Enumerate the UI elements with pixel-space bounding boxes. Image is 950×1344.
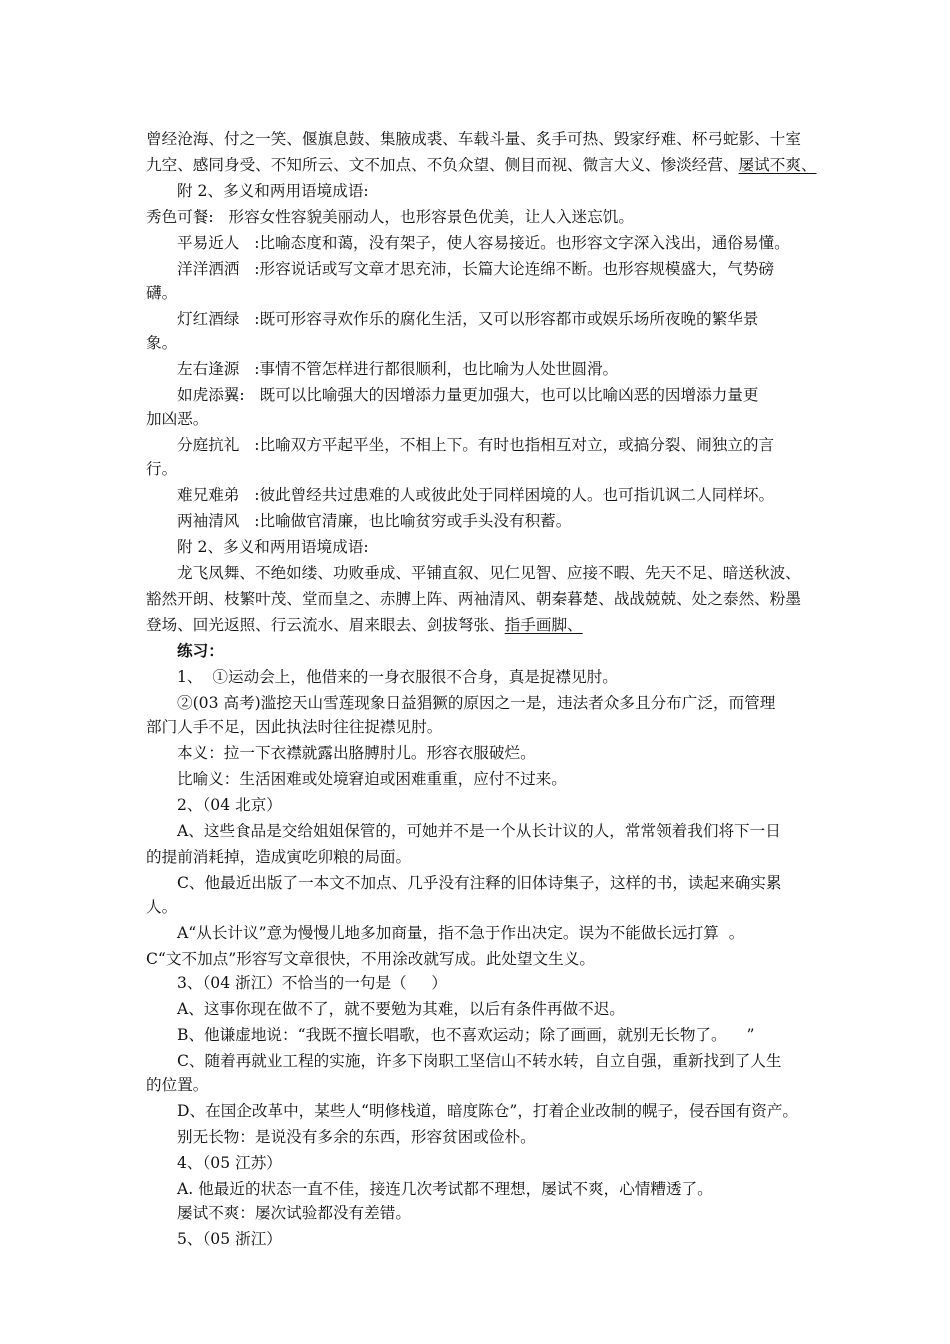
exercise-line: 5、（05 浙江） (177, 1230, 282, 1248)
definition-line: 秀色可餐: 形容女性容貌美丽动人，也形容景色优美，让人入迷忘饥。 (146, 208, 634, 226)
exercise-line: A“从长计议”意为慢慢儿地多加商量，指不急于作出决定。误为不能做长远打算 。 (177, 924, 745, 942)
exercise-line: 的提前消耗掉，造成寅吃卯粮的局面。 (146, 848, 412, 866)
definition-line: 难兄难弟 :彼此曾经共过患难的人或彼此处于同样困境的人。也可指讥讽二人同样坏。 (177, 486, 775, 504)
idiom-list-line: 龙飞凤舞、不绝如缕、功败垂成、平铺直叙、见仁见智、应接不暇、先天不足、暗送秋波、 (177, 564, 801, 582)
definition-line: 平易近人 :比喻态度和蔼，没有架子，使人容易接近。也形容文字深入浅出，通俗易懂。 (177, 234, 790, 252)
idiom-list-line-1: 曾经沧海、付之一笑、偃旗息鼓、集腋成裘、车载斗量、炙手可热、毁家纾难、杯弓蛇影、十室 (146, 130, 801, 148)
exercise-line: A、这事你现在做不了，就不要勉为其难，以后有条件再做不迟。 (177, 1000, 625, 1018)
underlined-idiom: 屡试不爽、 (738, 156, 817, 174)
exercise-line: 比喻义：生活困难或处境窘迫或困难重重，应付不过来。 (177, 770, 567, 788)
definition-line: 行。 (146, 460, 178, 478)
definition-line: 洋洋洒洒 :形容说话或写文章才思充沛，长篇大论连绵不断。也形容规模盛大，气势磅 (177, 260, 775, 278)
exercise-line: 人。 (146, 898, 178, 916)
exercise-line: 4、（05 江苏） (177, 1154, 282, 1172)
definition-line: 灯红酒绿 :既可形容寻欢作乐的腐化生活，又可以形容都市或娱乐场所夜晚的繁华景 (177, 310, 759, 328)
exercise-line: A、这些食品是交给姐姐保管的，可她并不是一个从长计议的人，常常领着我们将下一日 (177, 822, 781, 840)
exercise-line: 屡试不爽：屡次试验都没有差错。 (177, 1204, 411, 1222)
exercise-line: D、在国企改革中，某些人“明修栈道，暗度陈仓”，打着企业改制的幌子，侵吞国有资产。 (177, 1102, 799, 1120)
definition-line: 象。 (146, 334, 178, 352)
exercise-line: C、随着再就业工程的实施，许多下岗职工坚信山不转水转，自立自强，重新找到了人生 (177, 1052, 782, 1070)
exercise-line: 别无长物：是说没有多余的东西，形容贫困或俭朴。 (177, 1128, 536, 1146)
exercise-line: C、他最近出版了一本文不加点、几乎没有注释的旧体诗集子，这样的书，读起来确实累 (177, 874, 782, 892)
exercise-line: B、他谦虚地说：“我既不擅长唱歌，也不喜欢运动；除了画画，就别无长物了。 ” (177, 1026, 755, 1044)
definition-line: 左右逢源 :事情不管怎样进行都很顺利，也比喻为人处世圆滑。 (177, 360, 619, 378)
exercise-line: ②(03 高考)滥挖天山雪莲现象日益猖獗的原因之一是，违法者众多且分布广泛，而管理 (177, 694, 776, 712)
exercise-line: 部门人手不足，因此执法时往往捉襟见肘。 (146, 718, 443, 736)
exercise-line: A. 他最近的状态一直不佳，接连几次考试都不理想，屡试不爽，心情糟透了。 (177, 1180, 713, 1198)
underlined-idiom: 指手画脚、 (504, 616, 583, 634)
definition-line: 两袖清风 :比喻做官清廉，也比喻贫穷或手头没有积蓄。 (177, 512, 572, 530)
exercise-line: 1、 ①运动会上，他借来的一身衣服很不合身，真是捉襟见肘。 (177, 668, 618, 686)
exercise-line: 3、（04 浙江）不恰当的一句是（ ） (177, 974, 448, 992)
exercise-line: C“文不加点”形容写文章很快，不用涂改就写成。此处望文生义。 (146, 950, 595, 968)
idiom-list-line: 豁然开朗、枝繁叶茂、堂而皇之、赤膊上阵、两袖清风、朝秦暮楚、战战兢兢、处之泰然、粉墨 (146, 590, 801, 608)
section-heading: 附 2、多义和两用语境成语: (177, 182, 369, 200)
exercise-line: 的位置。 (146, 1076, 209, 1094)
definition-line: 加凶恶。 (146, 410, 209, 428)
idiom-list-line-2: 九空、感同身受、不知所云、文不加点、不负众望、侧目而视、微言大义、惨淡经营、屡试不爽、 (146, 156, 817, 174)
idiom-list-line: 登场、回光返照、行云流水、眉来眼去、剑拔弩张、指手画脚、 (146, 616, 583, 634)
section-heading: 附 2、多义和两用语境成语: (177, 538, 369, 556)
exercise-heading: 练习： (177, 641, 224, 660)
exercise-line: 2、（04 北京） (177, 796, 282, 814)
definition-line: 分庭抗礼 :比喻双方平起平坐，不相上下。有时也指相互对立，或搞分裂、闹独立的言 (177, 436, 775, 454)
definition-line: 如虎添翼: 既可以比喻强大的因增添力量更加强大，也可以比喻凶恶的因增添力量更 (177, 386, 759, 404)
exercise-line: 本义：拉一下衣襟就露出胳膊肘儿。形容衣服破烂。 (177, 744, 536, 762)
definition-line: 礴。 (146, 284, 178, 302)
